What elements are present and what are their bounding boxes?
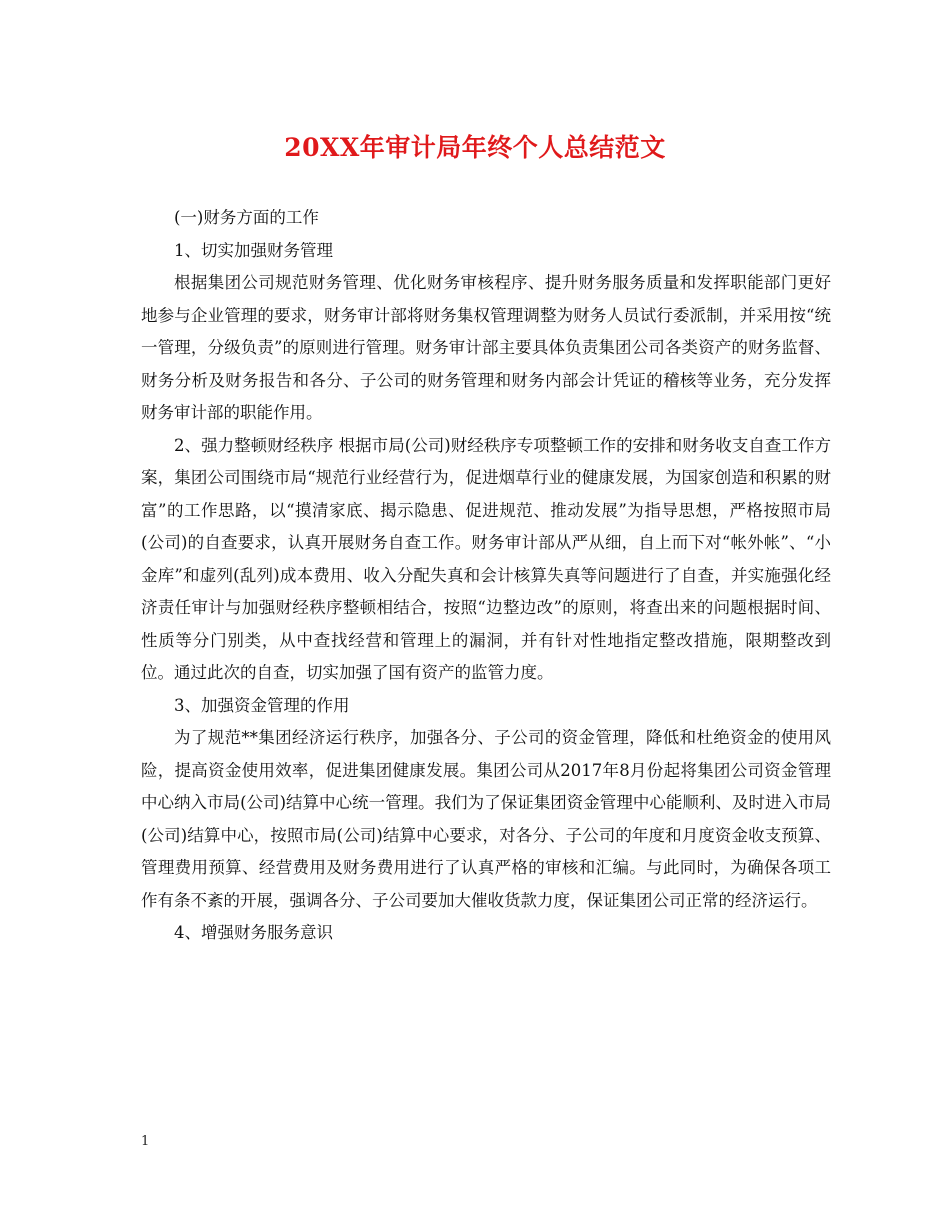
paragraph-financial-management: 根据集团公司规范财务管理、优化财务审核程序、提升财务服务质量和发挥职能部门更好地参与企业管理的要求，财务审计部将财务集权管理调整为财务人员试行委派制，并采用按“统一管理，分级负责”的原则进行管理。财务审计部主要具体负责集团公司各类资产的财务监督、财务分析及财务报告和各分、子公司的财务管理和财务内部会计凭证的稽核等业务，充分发挥财务审计部的职能作用。: [141, 273, 831, 422]
document-title: 20XX年审计局年终个人总结范文: [284, 133, 666, 162]
paragraph-financial-order-rectification: 2、强力整顿财经秩序 根据市局(公司)财经秩序专项整顿工作的安排和财务收支自查工作方案，集团公司围绕市局“规范行业经营行为，促进烟草行业的健康发展，为国家创造和积累的财富”的工作思路，以“摸清家底、揭示隐患、促进规范、推动发展”为指导思想，严格按照市局(公司)的自查要求，认真开展财务自查工作。财务审计部从严从细，自上而下对“帐外帐”、“小金库”和虚列(乱列)成本费用、收入分配失真和会计核算失真等问题进行了自查，并实施强化经济责任审计与加强财经秩序整顿相结合，按照“边整边改”的原则，将查出来的问题根据时间、性质等分门别类，从中查找经营和管理上的漏洞，并有针对性地指定整改措施，限期整改到位。通过此次的自查，切实加强了国有资产的监管力度。: [141, 435, 831, 682]
subheading-service-awareness: 4、增强财务服务意识: [174, 923, 333, 942]
paragraph-fund-management: 为了规范**集团经济运行秩序，加强各分、子公司的资金管理，降低和杜绝资金的使用风险，提高资金使用效率，促进集团健康发展。集团公司从2017年8月份起将集团公司资金管理中心纳入市局(公司)结算中心统一管理。我们为了保证集团资金管理中心能顺利、及时进入市局(公司)结算中心，按照市局(公司)结算中心要求，对各分、子公司的年度和月度资金收支预算、管理费用预算、经营费用及财务费用进行了认真严格的审核和汇编。与此同时，为确保各项工作有条不紊的开展，强调各分、子公司要加大催收货款力度，保证集团公司正常的经济运行。: [141, 728, 831, 910]
subheading-strengthen-financial-management: 1、切实加强财务管理: [174, 240, 333, 260]
page-number: 1: [141, 1134, 150, 1149]
document-body: [141, 202, 831, 950]
section-heading-finance-work: (一)财务方面的工作: [174, 208, 319, 227]
subheading-fund-management: 3、加强资金管理的作用: [174, 695, 350, 715]
